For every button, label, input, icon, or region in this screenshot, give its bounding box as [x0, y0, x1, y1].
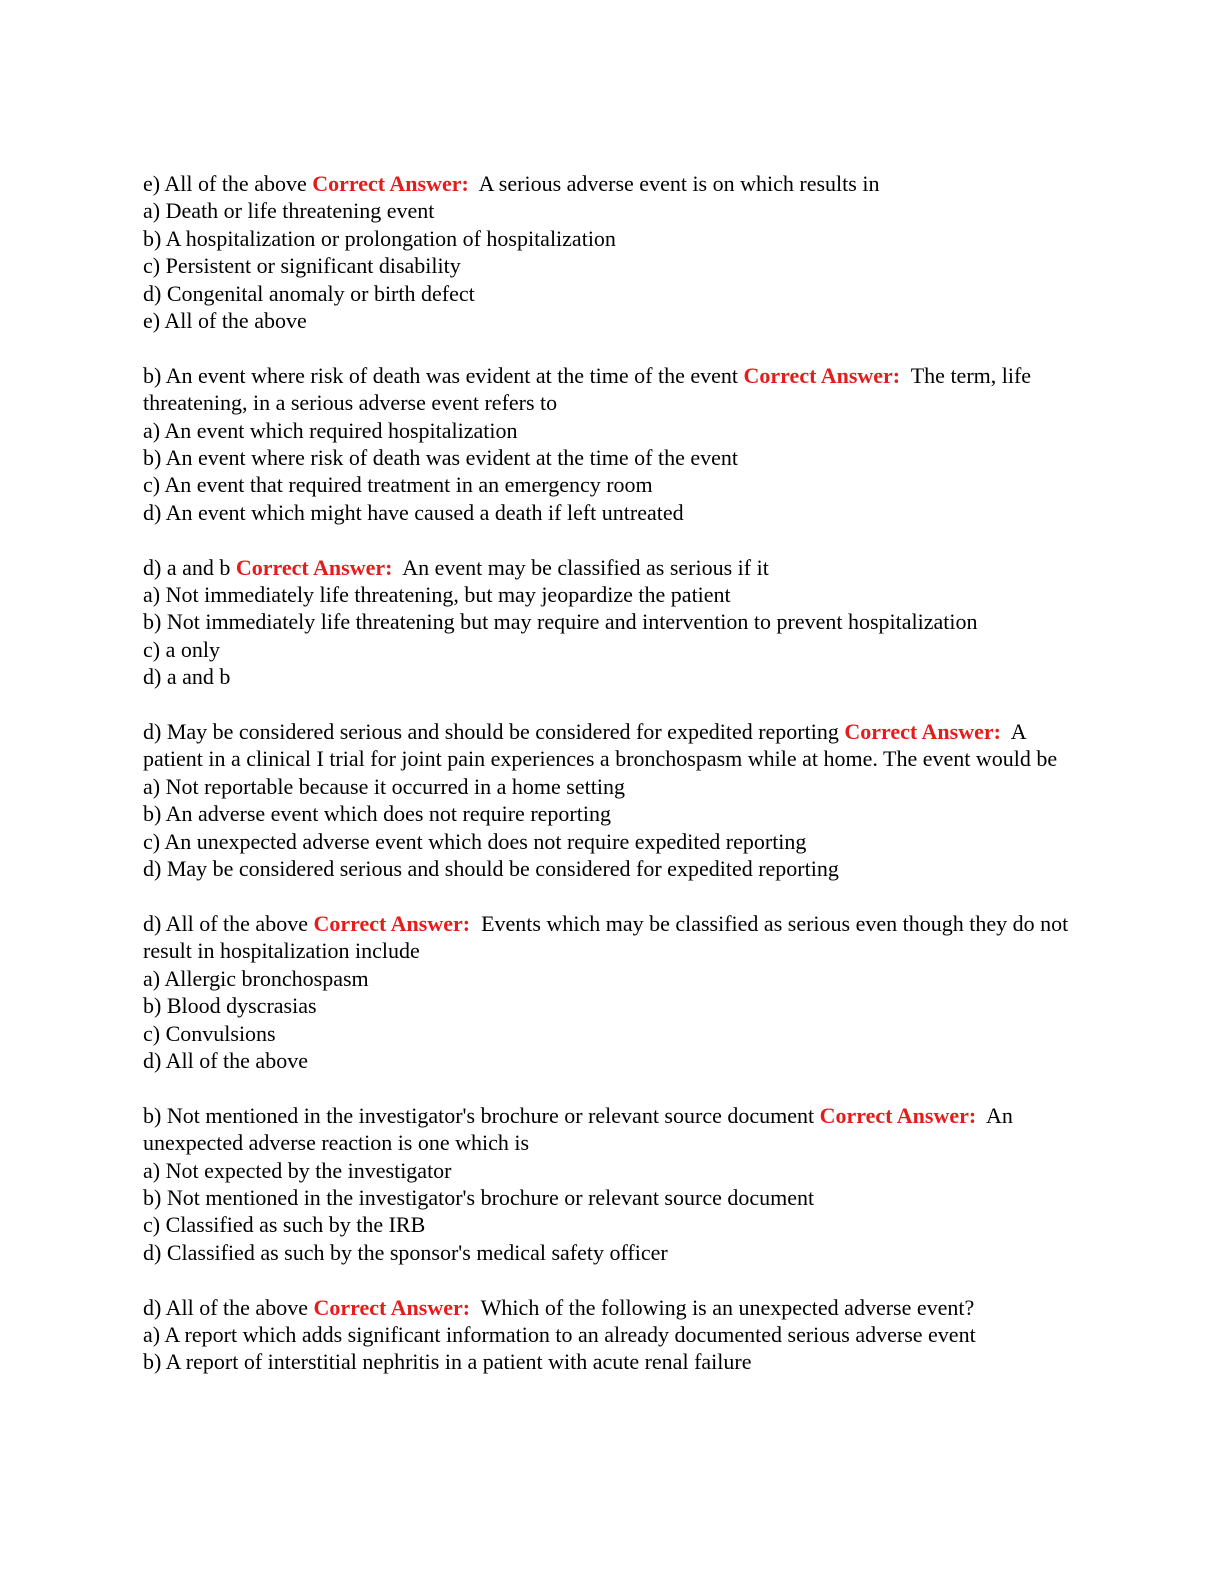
option-a: a) A report which adds significant information to an already documented serious adverse event — [143, 1321, 976, 1347]
option-c: c) Convulsions — [143, 1020, 276, 1046]
question-text: A patient in a clinical I trial for joint pain experiences a bronchospasm while at home. The event would be — [143, 719, 1058, 772]
option-c: c) An event that required treatment in an emergency room — [143, 472, 653, 498]
qa-intro — [143, 1102, 1083, 1157]
option-e: e) All of the above — [143, 308, 307, 334]
correct-answer-label: Correct Answer: — [313, 910, 471, 936]
given-answer: d) All of the above — [143, 1294, 308, 1320]
option-b: b) Not mentioned in the investigator's brochure or relevant source document — [143, 1184, 815, 1210]
document-page — [143, 170, 1083, 1403]
given-answer: d) May be considered serious and should be considered for expedited reporting — [143, 719, 839, 745]
qa-intro — [143, 170, 1083, 197]
option-a: a) Not expected by the investigator — [143, 1157, 452, 1183]
option-c: c) Persistent or significant disability — [143, 253, 461, 279]
qa-intro — [143, 554, 1083, 581]
qa-intro — [143, 718, 1083, 773]
option-b: b) Blood dyscrasias — [143, 993, 317, 1019]
question-text: An unexpected adverse reaction is one which is — [143, 1102, 1013, 1156]
question-text: The term, life threatening, in a serious adverse event refers to — [143, 362, 1032, 416]
qa-block-3 — [143, 554, 1083, 691]
question-text: Which of the following is an unexpected adverse event? — [480, 1294, 975, 1320]
qa-block-6 — [143, 1102, 1083, 1266]
given-answer: b) Not mentioned in the investigator's brochure or relevant source document — [143, 1102, 815, 1128]
qa-intro — [143, 910, 1083, 965]
option-a: a) Allergic bronchospasm — [143, 965, 369, 991]
qa-block-5 — [143, 910, 1083, 1074]
option-b: b) A hospitalization or prolongation of hospitalization — [143, 225, 616, 251]
option-d: d) All of the above — [143, 1047, 308, 1073]
given-answer: d) a and b — [143, 554, 231, 580]
option-b: b) An adverse event which does not require reporting — [143, 801, 611, 827]
question-text: A serious adverse event is on which results in — [478, 171, 880, 196]
correct-answer-label: Correct Answer: — [743, 362, 901, 388]
option-a: a) Not immediately life threatening, but may jeopardize the patient — [143, 582, 731, 608]
option-a: a) An event which required hospitalization — [143, 417, 518, 443]
qa-block-1 — [143, 170, 1083, 334]
correct-answer-label: Correct Answer: — [235, 554, 393, 580]
option-d: d) Congenital anomaly or birth defect — [143, 280, 475, 306]
question-text: An event may be classified as serious if it — [402, 554, 769, 580]
correct-answer-label: Correct Answer: — [313, 1294, 471, 1320]
correct-answer-label: Correct Answer: — [312, 171, 469, 196]
given-answer: b) An event where risk of death was evident at the time of the event — [143, 362, 739, 388]
question-text: Events which may be classified as serious even though they do not result in hospitalization include — [143, 910, 1069, 964]
given-answer: d) All of the above — [143, 910, 308, 936]
qa-intro — [143, 362, 1083, 417]
qa-intro — [143, 1294, 1083, 1321]
option-a: a) Not reportable because it occurred in a home setting — [143, 773, 625, 799]
option-a: a) Death or life threatening event — [143, 198, 435, 224]
option-d: d) a and b — [143, 664, 231, 690]
option-c: c) An unexpected adverse event which does not require expedited reporting — [143, 828, 807, 854]
option-c: c) a only — [143, 636, 220, 662]
qa-block-7 — [143, 1294, 1083, 1376]
option-b: b) A report of interstitial nephritis in a patient with acute renal failure — [143, 1349, 752, 1375]
given-answer: e) All of the above — [143, 171, 307, 196]
qa-block-4 — [143, 718, 1083, 882]
option-d: d) May be considered serious and should be considered for expedited reporting — [143, 856, 839, 882]
correct-answer-label: Correct Answer: — [819, 1102, 977, 1128]
qa-block-2 — [143, 362, 1083, 526]
option-d: d) An event which might have caused a death if left untreated — [143, 499, 684, 525]
option-d: d) Classified as such by the sponsor's medical safety officer — [143, 1239, 668, 1265]
option-c: c) Classified as such by the IRB — [143, 1212, 426, 1238]
option-b: b) Not immediately life threatening but may require and intervention to prevent hospitalization — [143, 609, 978, 635]
correct-answer-label: Correct Answer: — [844, 719, 1001, 745]
option-b: b) An event where risk of death was evident at the time of the event — [143, 445, 739, 471]
